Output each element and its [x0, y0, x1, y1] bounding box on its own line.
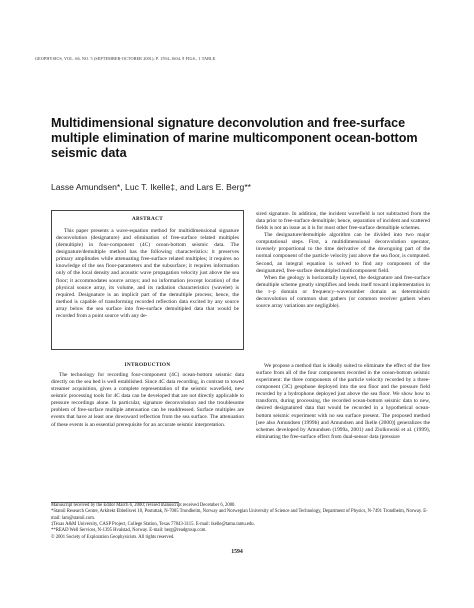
abstract-heading: ABSTRACT [131, 216, 164, 222]
paragraph: The technology for recording four-component (4C) ocean-bottom seismic data directly on the sea bed is well established. Since 4C data recording, in contrast to towed streamer acquisition, gives a complete representation of the seismic wavefield, new seismic processing tools for 4C data can be developed that are not directly applicable to pressure recordings alone. In particular, signature deconvolution and the troublesome problem of free-surface multiple attenuation can be readdressed. Surface multiples are events that have at least one downward reflection from the sea surface. The attenuation of these events is an essential prerequisite for an accurate seismic interpretation. [51, 372, 244, 428]
author-list: Lasse Amundsen*, Luc T. Ikelle‡, and Lars E. Berg** [51, 182, 252, 192]
abstract-body [56, 228, 239, 320]
right-column-bottom [256, 363, 430, 441]
footnote: ‡Texas A&M University, CASP Project, College Station, Texas 77843-3115. E-mail: ikelle@tamu.tamu.edu. [51, 522, 255, 528]
paper-title: Multidimensional signature deconvolution and free-surface multiple elimination of marine multicomponent ocean-bottom seismic data [51, 116, 418, 160]
paragraph: We propose a method that is ideally suited to eliminate the effect of the free surface from all of the four components recorded in the ocean-bottom seismic experiment: the three components of the particle velocity recorded by a three-component (3C) geophone deployed into the sea floor and the pressure field recorded by a hydrophone deployed just above the sea floor. We show how to transform, during processing, the recorded ocean-bottom seismic data to new, desired designatured data that would be recorded in a hypothetical ocean-bottom seismic experiment with no sea surface present. The proposed method [see also Amundsen (1999b) and Amundsen and Ikelle (2000)] generalizes the schemes developed by Amundsen (1999a, 2001) and Ziolkowski et al. (1999), eliminating the free-surface effect from dual-sensor data (pressure [256, 363, 430, 440]
paragraph: The designature/demultiple algorithm can be divided into two major computational steps. First, a multidimensional deconvolution operator, inversely proportional to the time derivative of the downgoing part of the normal component of the particle velocity just above the sea floor, is computed. Second, an integral equation is solved to find any component of the designatured, free-surface demultipled multicomponent field. [256, 232, 430, 274]
paragraph: sired signature. In addition, the incident wavefield is not subtracted from the data prior to free-surface demultiple; hence, separation of incident and scattered fields is not an issue as it is for most other free-surface demultiple schemes. [256, 211, 430, 232]
abstract-text: This paper presents a wave-equation method for multidimensional signature deconvolution (designature) and elimination of free-surface related multiples (demultiple) in four-component (4C) ocean-bottom seismic data. The designature/demultiple method has the following characteristics: it preserves primary amplitudes while attenuating free-surface related multiples; it requires no knowledge of the sea floor-parameters and the subsurface; it requires information only of the local density and acoustic wave propagation velocity just above the sea floor; it accommodates source arrays; and no information (except location) of the physical source array, its volume, and its radiation characteristics (wavelet) is required. Designature is an implicit part of the demultiple process; hence, the method is capable of transforming recorded reflection data excited by any source array below the sea surface into free-surface demultipled data that would be recorded from a point source with any de- [56, 228, 239, 319]
right-column-top [256, 211, 430, 310]
footnotes [51, 503, 431, 541]
footnote: © 2001 Society of Exploration Geophysicists. All rights reserved. [51, 534, 175, 540]
page-number: 1594 [231, 549, 243, 555]
paragraph: When the geology is horizontally layered, the designature and free-surface demultiple scheme greatly simplifies and lends itself toward implementation in the τ–p domain or frequency–wavenumber domain as deterministic deconvolution of common shot gathers (or common receiver gathers when source array variations are negligible). [256, 274, 430, 310]
footnote: *Statoil Research Centre, Arkitekt Ebbellsvei 10, Postuttak, N-7005 Trondheim, Norway and Norwegian University of Science and Technology, Department of Physics, N-7491 Trondheim, Norway. E-mail: lam@statoil.com. [51, 509, 428, 521]
introduction-heading: INTRODUCTION [124, 362, 171, 368]
introduction-body [51, 372, 244, 429]
footnote: Manuscript received by the Editor March 6, 2000; revised manuscript received December 6, 2000. [51, 503, 236, 508]
journal-header: GEOPHYSICS, VOL. 66, NO. 5 (SEPTEMBER-OCTOBER 2001); P. 1594–1604, 9 FIGS., 1 TABLE. [35, 56, 217, 61]
footnote: **READ Well Services, N-1395 Hvalstad, Norway. E-mail: berg@readgroup.com. [51, 528, 207, 534]
